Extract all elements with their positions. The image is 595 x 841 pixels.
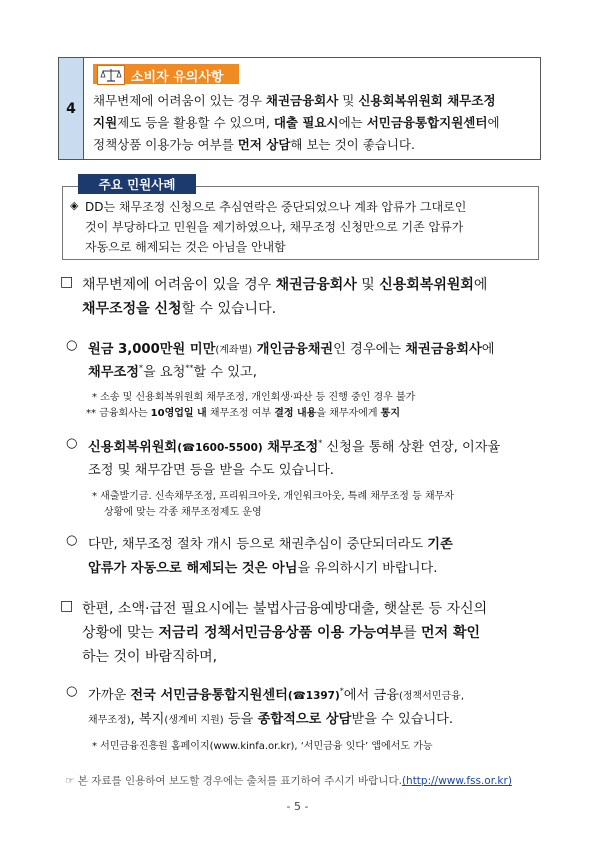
citation-note: ☞ 본 자료를 인용하여 보도할 경우에는 출처를 표기하여 주시기 바랍니다.(http://www.fss.or.kr) bbox=[65, 775, 512, 787]
page-number: - 5 - bbox=[286, 800, 309, 813]
bullet3-line-2: 압류가 자동으로 해제되는 것은 아님을 유의하시기 바랍니다. bbox=[88, 561, 438, 576]
notice-line-2: 지원제도 등을 활용할 수 있으며, 대출 필요시에는 서민금융통합지원센터에 bbox=[93, 115, 500, 130]
bullet1-line-2: 채무조정*을 요청**할 수 있고, bbox=[88, 363, 257, 380]
section1-line-2: 채무조정을 신청할 수 있습니다. bbox=[82, 301, 277, 317]
case-line-1: DD는 채무조정 신청으로 추심연락은 중단되었으나 계좌 압류가 그대로인 bbox=[85, 200, 467, 214]
diamond-bullet-icon: ◈ bbox=[70, 199, 79, 212]
bullet3-line-1: 다만, 채무조정 절차 개시 등으로 채권추심이 중단되더라도 기존 bbox=[88, 537, 453, 552]
circle-bullet-icon: ○ bbox=[66, 533, 78, 548]
bullet2-note-1: * 새출발기금. 신속채무조정, 프리워크아웃, 개인워크아웃, 특례 채무조정 등 채무자 bbox=[92, 491, 454, 502]
consumer-notice-box bbox=[58, 57, 541, 160]
complaint-case-box bbox=[62, 186, 539, 260]
consumer-notice-title: 소비자 유의사항 bbox=[131, 70, 224, 85]
circle-bullet-icon: ○ bbox=[66, 684, 78, 699]
square-bullet-icon: □ bbox=[60, 598, 74, 614]
circle-bullet-icon: ○ bbox=[66, 338, 78, 353]
bullet1-line-1: 원금 3,000만원 미만(계좌별) 개인금융채권인 경우에는 채권금융회사에 bbox=[88, 342, 495, 357]
bullet1-note-2: ** 금융회사는 10영업일 내 채무조정 여부 결정 내용을 채무자에게 통지 bbox=[86, 408, 400, 419]
scale-icon bbox=[97, 65, 125, 85]
case-line-3: 자동으로 해제되는 것은 아님을 안내함 bbox=[85, 240, 286, 254]
bullet4-note-1: * 서민금융진흥원 홈페이지(www.kinfa.or.kr), ‘서민금융 잇다’ 앱에서도 가능 bbox=[92, 741, 433, 752]
circle-bullet-icon: ○ bbox=[66, 436, 78, 451]
section2-line-3: 하는 것이 바람직하며, bbox=[82, 649, 218, 665]
bullet1-note-1: * 소송 및 신용회복위원회 채무조정, 개인회생·파산 등 진행 중인 경우 불가 bbox=[92, 392, 416, 403]
notice-line-1: 채무변제에 어려움이 있는 경우 채권금융회사 및 신용회복위원회 채무조정 bbox=[93, 93, 496, 108]
notice-line-3: 정책상품 이용가능 여부를 먼저 상담해 보는 것이 좋습니다. bbox=[93, 137, 415, 152]
bullet4-line-2: 채무조정), 복지(생계비 지원) 등을 종합적으로 상담받을 수 있습니다. bbox=[88, 712, 454, 727]
bullet2-line-1: 신용회복위원회(☎1600-5500) 채무조정* 신청을 통해 상환 연장, 이자율 bbox=[88, 438, 501, 455]
case-line-2: 것이 부당하다고 민원을 제기하였으나, 채무조정 신청만으로 기존 압류가 bbox=[85, 220, 464, 234]
complaint-case-tag: 주요 민원사례 bbox=[78, 174, 196, 194]
section2-line-1: 한편, 소액·급전 필요시에는 불법사금융예방대출, 햇살론 등 자신의 bbox=[82, 601, 488, 617]
section1-line-1: 채무변제에 어려움이 있을 경우 채권금융회사 및 신용회복위원회에 bbox=[82, 277, 488, 293]
consumer-notice-header bbox=[93, 64, 239, 84]
bullet4-line-1: 가까운 전국 서민금융통합지원센터(☎1397)*에서 금융(정책서민금융, bbox=[88, 686, 464, 703]
square-bullet-icon: □ bbox=[60, 274, 74, 290]
section2-line-2: 상황에 맞는 저금리 정책서민금융상품 이용 가능여부를 먼저 확인 bbox=[82, 625, 481, 641]
section-number: 4 bbox=[59, 58, 84, 159]
bullet2-line-2: 조정 및 채무감면 등을 받을 수도 있습니다. bbox=[88, 463, 334, 478]
fss-website-link[interactable]: (http://www.fss.or.kr) bbox=[401, 775, 512, 787]
bullet2-note-2: 상황에 맞는 각종 채무조정제도 운영 bbox=[104, 507, 262, 518]
